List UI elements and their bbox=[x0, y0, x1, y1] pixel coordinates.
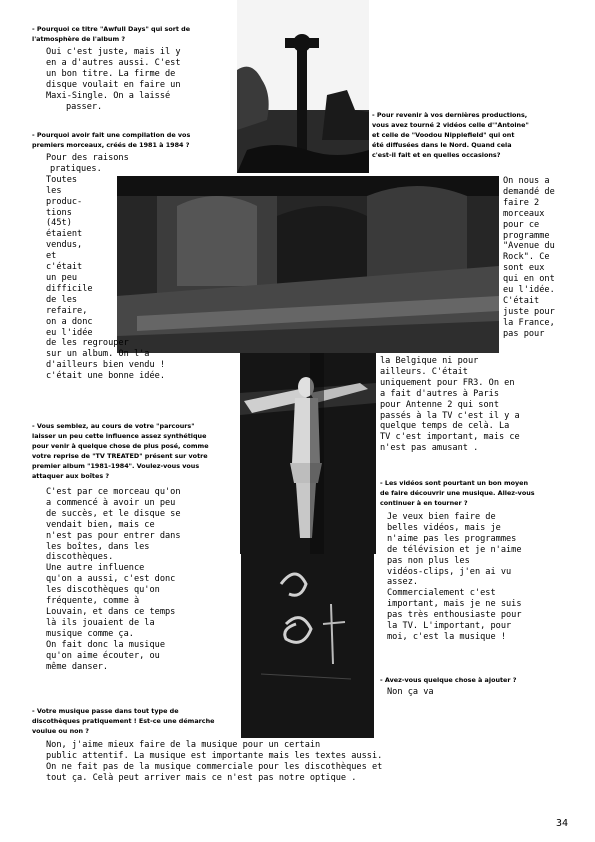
question-influence bbox=[32, 421, 209, 481]
text-line: difficile bbox=[46, 283, 93, 294]
text-line: la Belgique ni pour bbox=[380, 356, 479, 366]
text-line: Toutes bbox=[46, 174, 78, 185]
text-line: de les bbox=[46, 294, 78, 305]
photo-graffiti-wall bbox=[241, 554, 374, 738]
text-line: pas très enthousiaste pour bbox=[387, 610, 522, 621]
text-line: pour ce bbox=[503, 219, 540, 230]
question-album-title bbox=[32, 24, 190, 44]
text-line: public attentif. La musique est importante mais les textes aussi. bbox=[46, 750, 383, 761]
text-line: pour venir à quelque chose de plus posé, comme bbox=[32, 442, 209, 450]
text-line: c'était une bonne idée. bbox=[46, 371, 165, 382]
text-line: pas non plus les bbox=[387, 555, 470, 566]
text-line: en a d'autres aussi. C'est bbox=[46, 57, 181, 68]
text-line: TV c'est important, mais ce bbox=[380, 432, 520, 443]
text-line: l'atmosphère de l'album ? bbox=[32, 35, 126, 43]
answer-anything-to-add bbox=[387, 687, 434, 698]
question-anything-to-add bbox=[380, 675, 516, 685]
text-line: vous avez tourné 2 vidéos celle d'"Antoine" bbox=[372, 121, 529, 129]
text-line: - Pour revenir à vos dernières productions, bbox=[372, 111, 528, 119]
text-line: un peu bbox=[46, 272, 78, 283]
text-line: même danser. bbox=[46, 661, 109, 672]
answer-discotheques bbox=[46, 740, 382, 784]
text-line: faire 2 bbox=[503, 197, 540, 208]
text-line: tout ça. Celà peut arriver mais ce n'est pas notre optique . bbox=[46, 772, 357, 783]
text-line: - Pourquoi ce titre "Awfull Days" qui sort de bbox=[32, 25, 191, 33]
text-line: Une autre influence bbox=[46, 563, 145, 574]
text-line: de faire découvrir une musique. Allez-vous bbox=[380, 489, 535, 497]
text-line: vidéos-clips, j'en ai vu bbox=[387, 566, 512, 577]
text-line: eu l'idée bbox=[46, 327, 93, 338]
text-line: tions bbox=[46, 207, 72, 218]
text-line: n'est pas pour entrer dans bbox=[46, 530, 181, 541]
text-line: moi, c'est la musique ! bbox=[387, 631, 506, 642]
text-line: la TV. L'important, pour bbox=[387, 621, 512, 632]
text-line: de télévision et je n'aime bbox=[387, 544, 522, 555]
text-line: sont eux bbox=[503, 263, 545, 274]
text-line: Non, j'aime mieux faire de la musique pour un certain bbox=[46, 740, 321, 750]
text-line: passer. bbox=[66, 101, 103, 112]
text-line: un bon titre. La firme de bbox=[46, 68, 176, 79]
text-line: On fait donc la musique bbox=[46, 639, 165, 650]
text-line: produc- bbox=[46, 196, 83, 207]
question-videos bbox=[372, 110, 529, 160]
answer-videos-top bbox=[503, 176, 555, 340]
text-line: On nous a bbox=[503, 176, 550, 186]
text-line: "Avenue du bbox=[503, 241, 555, 252]
text-line: attaquer aux boîtes ? bbox=[32, 472, 110, 480]
text-line: - Les vidéos sont pourtant un bon moyen bbox=[380, 479, 529, 487]
text-line: Oui c'est juste, mais il y bbox=[46, 47, 181, 57]
text-line: continuer à en tourner ? bbox=[380, 499, 468, 507]
text-line: là ils jouaient de la bbox=[46, 617, 155, 628]
text-line: voulue ou non ? bbox=[32, 727, 89, 735]
text-line: les discothèques qu'on bbox=[46, 585, 160, 596]
text-line: sur un album. On l'a bbox=[46, 349, 150, 360]
text-line: votre reprise de "TV TREATED" présent sur votre bbox=[32, 452, 208, 460]
text-line: qu'on a aussi, c'est donc bbox=[46, 574, 176, 585]
text-line: pas pour bbox=[503, 328, 545, 339]
text-line: Commercialement c'est bbox=[387, 588, 496, 599]
text-line: demandé de bbox=[503, 186, 555, 197]
text-line: la France, bbox=[503, 317, 555, 328]
text-line: pratiques. bbox=[50, 163, 102, 174]
text-line: ailleurs. C'était bbox=[380, 366, 468, 377]
text-line: passés à la TV c'est il y a bbox=[380, 410, 520, 421]
text-line: belles vidéos, mais je bbox=[387, 522, 501, 533]
answer-influence bbox=[46, 487, 181, 672]
question-discotheques bbox=[32, 706, 214, 736]
text-line: qu'on aime écouter, ou bbox=[46, 650, 160, 661]
text-line: été diffusées dans le Nord. Quand cela bbox=[372, 141, 512, 149]
text-line: juste pour bbox=[503, 306, 555, 317]
answer-videos-bottom bbox=[380, 356, 520, 454]
text-line: - Vous semblez, au cours de votre "parcours" bbox=[32, 422, 195, 430]
page-number: 34 bbox=[556, 818, 569, 829]
text-line: vendait bien, mais ce bbox=[46, 519, 155, 530]
text-line: Maxi-Single. On a laissé bbox=[46, 90, 171, 101]
text-line: a commencé à avoir un peu bbox=[46, 497, 176, 508]
text-line: C'est par ce morceau qu'on bbox=[46, 487, 181, 497]
text-line: n'est pas amusant . bbox=[380, 443, 479, 454]
text-line: discothèques. bbox=[46, 552, 114, 563]
answer-album-title bbox=[46, 47, 181, 112]
question-compilation bbox=[32, 130, 190, 150]
text-line: étaient bbox=[46, 229, 83, 240]
text-line: laisser un peu cette influence assez synthétique bbox=[32, 432, 207, 440]
text-line: - Votre musique passe dans tout type de bbox=[32, 707, 179, 715]
text-line: Rock". Ce bbox=[503, 252, 550, 263]
photo-crucifix-statue bbox=[240, 353, 376, 554]
text-line: important, mais je ne suis bbox=[387, 599, 522, 610]
text-line: a fait d'autres à Paris bbox=[380, 388, 499, 399]
text-line: Non ça va bbox=[387, 687, 434, 697]
text-line: (45t) bbox=[46, 218, 72, 229]
answer-video-discovery bbox=[387, 512, 522, 643]
text-line: c'était bbox=[46, 262, 83, 273]
text-line: de succès, et le disque se bbox=[46, 508, 181, 519]
text-line: assez. bbox=[387, 577, 419, 588]
text-line: vendus, bbox=[46, 240, 83, 251]
text-line: uniquement pour FR3. On en bbox=[380, 377, 515, 388]
text-line: fréquente, comme à bbox=[46, 596, 140, 607]
text-line: premier album "1981-1984". Voulez-vous vous bbox=[32, 462, 200, 470]
photo-stone-cross bbox=[237, 0, 369, 173]
text-line: eu l'idée. bbox=[503, 285, 555, 296]
text-line: On ne fait pas de la musique commerciale pour les discothèques et bbox=[46, 761, 383, 772]
text-line: disque voulait en faire un bbox=[46, 79, 181, 90]
text-line: et celle de "Voodou Nipplefield" qui ont bbox=[372, 131, 515, 139]
text-line: les boîtes, dans les bbox=[46, 541, 150, 552]
text-line: premiers morceaux, créés de 1981 à 1984 ? bbox=[32, 141, 190, 149]
text-line: Louvain, et dans ce temps bbox=[46, 606, 176, 617]
text-line: morceaux bbox=[503, 208, 545, 219]
text-line: de les regrouper bbox=[46, 338, 129, 349]
text-line: - Pourquoi avoir fait une compilation de vos bbox=[32, 131, 191, 139]
text-line: les bbox=[46, 185, 62, 196]
text-line: programme bbox=[503, 230, 550, 241]
text-line: C'était bbox=[503, 295, 540, 306]
text-line: - Avez-vous quelque chose à ajouter ? bbox=[380, 676, 517, 684]
text-line: Pour des raisons bbox=[46, 153, 129, 163]
text-line: refaire, bbox=[46, 305, 88, 316]
text-line: c'est-il fait et en quelles occasions? bbox=[372, 151, 501, 159]
text-line: on a donc bbox=[46, 316, 93, 327]
answer-compilation bbox=[46, 153, 165, 382]
text-line: musique comme ça. bbox=[46, 628, 134, 639]
text-line: Je veux bien faire de bbox=[387, 512, 496, 522]
text-line: quelque temps de celà. La bbox=[380, 421, 510, 432]
photo-crypt-interior bbox=[117, 176, 499, 353]
text-line: pour Antenne 2 qui sont bbox=[380, 399, 499, 410]
text-line: n'aime pas les programmes bbox=[387, 533, 517, 544]
text-line: qui en ont bbox=[503, 274, 555, 285]
question-video-discovery bbox=[380, 478, 535, 508]
text-line: et bbox=[46, 251, 57, 262]
text-line: d'ailleurs bien vendu ! bbox=[46, 360, 165, 371]
text-line: discothèques pratiquement ! Est-ce une démarche bbox=[32, 717, 215, 725]
